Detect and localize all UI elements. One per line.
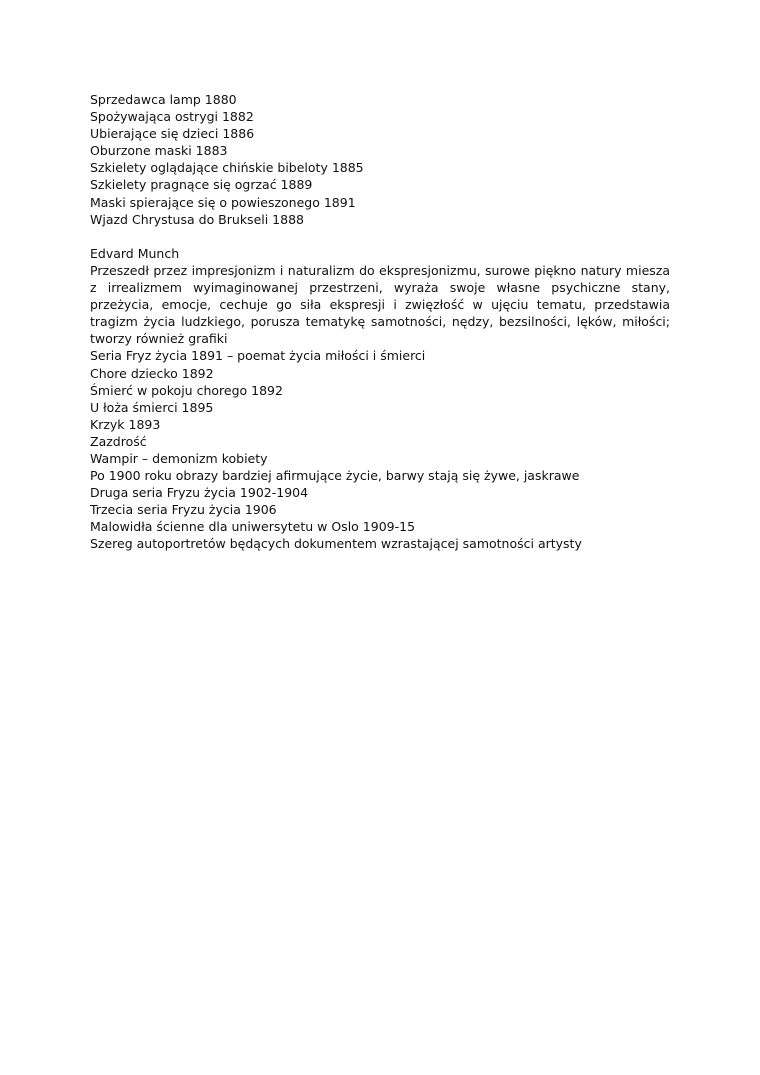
list-item: Malowidła ścienne dla uniwersytetu w Oslo 1909-15: [90, 519, 416, 535]
list-item: Szkielety oglądające chińskie bibeloty 1885: [90, 160, 364, 176]
list-item: Oburzone maski 1883: [90, 143, 228, 159]
list-item: Krzyk 1893: [90, 416, 161, 432]
munch-section: [90, 245, 670, 553]
list-item: Ubierające się dzieci 1886: [90, 126, 255, 142]
list-item: Zazdrość: [90, 433, 147, 449]
list-item: Szkielety pragnące się ogrzać 1889: [90, 177, 313, 193]
blank-line: [90, 228, 670, 245]
document-body: [90, 91, 670, 553]
list-item: Sprzedawca lamp 1880: [90, 92, 237, 107]
list-item: Wjazd Chrystusa do Brukseli 1888: [90, 211, 304, 227]
list-item: Po 1900 roku obrazy bardziej afirmujące życie, barwy stają się żywe, jaskrawe: [90, 468, 580, 484]
section-heading: Edvard Munch: [90, 245, 180, 261]
list-item: U łoża śmierci 1895: [90, 399, 214, 415]
description-paragraph: Przeszedł przez impresjonizm i naturalizm do ekspresjonizmu, surowe piękno natury miesza z irrealizmem wyimaginowanej przestrzeni, wyraża swoje własne psychiczne stany, przeżycia, emocje, cechuje go siła ekspresji i zwięzłość w ujęciu tematu, przedstawia tragizm życia ludzkiego, porusza tematykę samotności, nędzy, bezsilności, lęków, miłości; tworzy również grafiki: [90, 262, 670, 347]
list-item: Chore dziecko 1892: [90, 365, 214, 381]
list-item: Spożywająca ostrygi 1882: [90, 109, 254, 125]
list-item: Druga seria Fryzu życia 1902-1904: [90, 485, 309, 501]
list-item: Szereg autoportretów będących dokumentem wzrastającej samotności artysty: [90, 536, 582, 552]
list-item: Śmierć w pokoju chorego 1892: [90, 382, 283, 398]
list-item: Trzecia seria Fryzu życia 1906: [90, 502, 277, 518]
list-item: Maski spierające się o powieszonego 1891: [90, 194, 356, 210]
list-item: Wampir – demonizm kobiety: [90, 450, 268, 466]
artwork-list-ensor: [90, 91, 670, 228]
list-item: Seria Fryz życia 1891 – poemat życia miłości i śmierci: [90, 348, 426, 364]
